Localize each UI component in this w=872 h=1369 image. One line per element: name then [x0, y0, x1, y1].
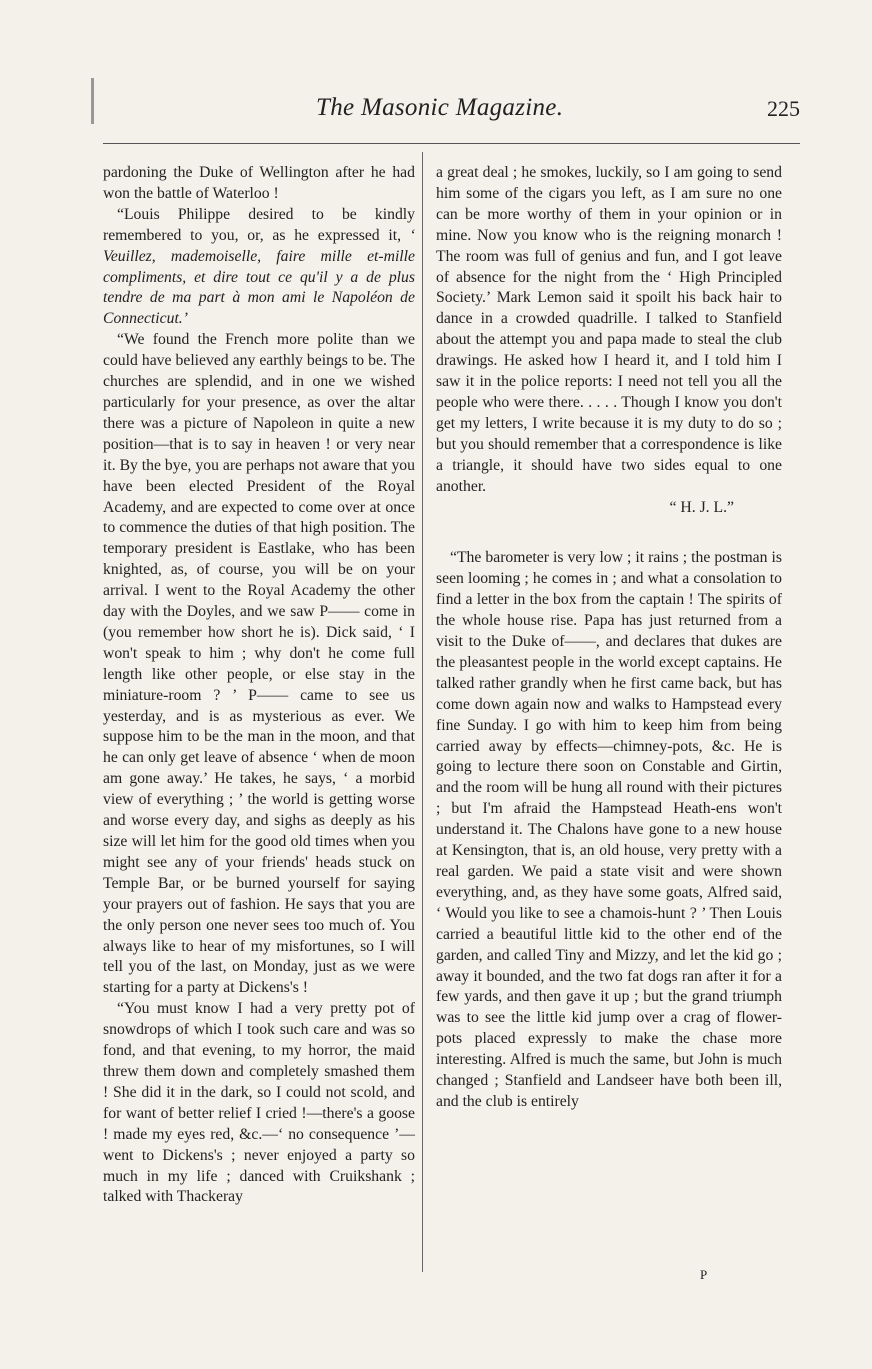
- paragraph-gap: [436, 518, 782, 548]
- paragraph: [103, 330, 415, 999]
- column-divider: [422, 152, 423, 1272]
- signature-mark: P: [700, 1267, 708, 1282]
- page-header: [100, 88, 800, 134]
- paragraph-text: The churches are splendid, and in one we wished particularly for your presence, as over the altar there was a picture of Napoleon in quite a new position—that is to say in heaven ! or very near it. By the bye, you are perhaps not aware that you have been elected President of the Royal Academy, and are expected to come over at once to commence the duties of that high position. The temporary president is Eastlake, who has been knighted, as, of course, you will be on your arrival. I went to the Royal Academy the other day with the Doyles, and we saw P—— come in (you remember how short he is). Dick said, ‘ I won't speak to him ; why don't he come full length like other people, or else stay in the miniature-room ? ’ P—— came to see us yesterday, and is as mysterious as ever. We suppose him to be the man in the moon, and that he can only get leave of absence ‘ when de moon am gone away.’ He takes, he says, ‘ a morbid view of everything ; ’ the world is getting worse and worse every day, and sighs as deeply as his size will let him for the good old times when you might see any of your friends' heads stuck on Temple Bar, or be burned yourself for saying your prayers out of fashion. He says that you are the only person one never sees too much of. You always like to hear of my misfortunes, so I will tell you of the last, on Monday, just as we were starting for a party at Dickens's !: [103, 352, 416, 997]
- letter-signature: “ H. J. L.”: [669, 498, 734, 516]
- right-column: [436, 163, 782, 1113]
- paragraph: a great deal ; he smokes, luckily, so I am going to send him some of the cigars you left, as I am sure no one can be more worthy of them in your opinion or in mine. Now you know who is the reigning monarch ! The room was full of genius and fun, and I got leave of absence for the night from the ‘ High Principled Society.’ Mark Lemon said it spoilt his back hair to dance in a crowded quadrille. I talked to Stanfield about the attempt you and papa made to steal the club drawings. He asked how I heard it, and I told him I saw it in the police reports: I need not tell you all the people who were there. . . . . Though I know you don't get my letters, I write because it is my duty to do so ; but you should remember that a correspondence is like a triangle, it should have two sides equal to one another.: [436, 164, 782, 495]
- paragraph-text: “Louis Philippe desired to be kindly remembered to you, or, as he expressed it,: [103, 205, 415, 244]
- page-number: 225: [767, 96, 800, 121]
- binding-mark: [91, 78, 94, 124]
- running-title: The Masonic Magazine.: [316, 94, 564, 121]
- paragraph: “You must know I had a very pretty pot of snowdrops of which I took such care and was so fond, and that evening, to my horror, the maid threw them down and completely smashed them ! She did it in the dark, so I could not scold, and for want of better relief I cried !—there's a goose ! made my eyes red, &c.—‘ no consequence ’—went to Dickens's ; never enjoyed a party so much in my life ; danced with Cruikshank ; talked with Thackeray: [103, 1000, 415, 1206]
- paragraph: pardoning the Duke of Wellington after he had won the battle of Waterloo !: [103, 164, 415, 202]
- french-quotation: ‘ Veuillez, mademoiselle, faire mille et-mille compliments, et dire tout ce qu'il y a de plus tendre de ma part à mon ami le Napoléon de Connecticut.’: [103, 226, 415, 328]
- paragraph: “The barometer is very low ; it rains ; the postman is seen looming ; he comes in ; and what a consolation to find a letter in the box from the captain ! The spirits of the whole house rise. Papa has just returned from a visit to the Duke of——, and declares that dukes are the pleasantest people in the world except captains. He talked rather grandly when he first came back, but has come down again now and walks to Hampstead every fine Sunday. I go with him to keep him from being carried away by effects—chimney-pots, &c. He is going to lecture there soon on Constable and Girtin, and the room will be hung all round with their pictures ; but I'm afraid the Hampstead Heath-ens won't understand it. The Chalons have gone to a new house at Kensington, that is, an old house, very pretty with a real garden. We paid a state visit and were shown everything, and, as they have some goats, Alfred said, ‘ Would you like to see a chamois-hunt ? ’ Then Louis carried a beautiful little kid to the other end of the garden, and called Tiny and Mizzy, and let the kid go ; away it bounded, and the two fat dogs ran after it for a few yards, and then gave it up ; but the grand triumph was to see the little kid jump over a crag of flower-pots placed expressly to make the chase more interesting. Alfred is much the same, but John is much changed ; Stanfield and Landseer have both been ill, and the club is entirely: [436, 549, 782, 1110]
- left-column: [103, 163, 415, 1208]
- header-rule: [103, 143, 800, 144]
- paragraph: [103, 205, 415, 330]
- paragraph-text: “We found the French more polite than we could have believed any earthly beings to be.: [103, 331, 415, 370]
